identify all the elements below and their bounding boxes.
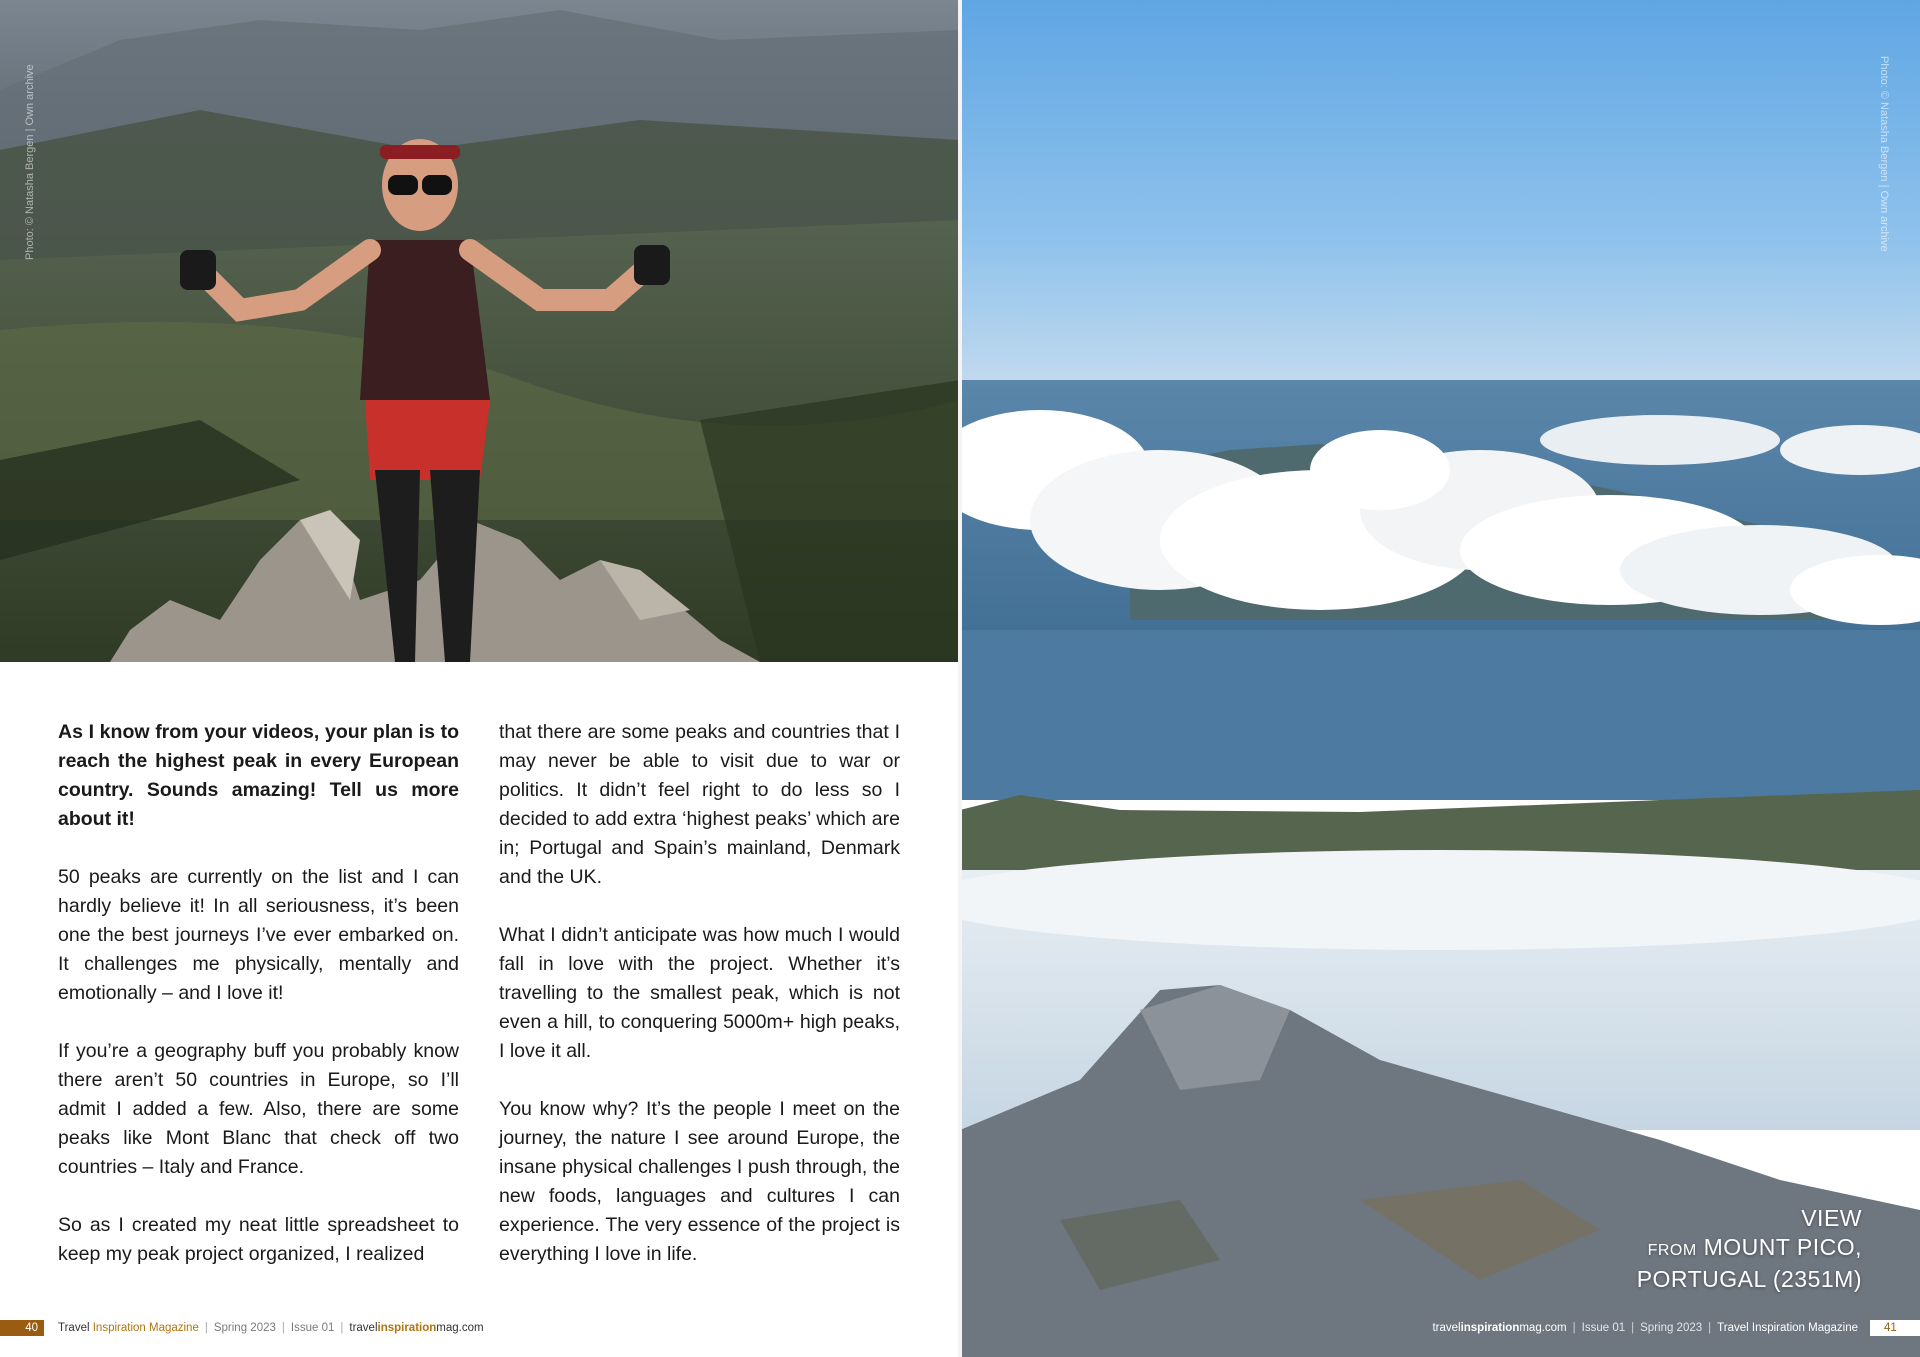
footer-issue-right: Issue 01 [1581,1322,1626,1334]
footer-issue-date-right: Spring 2023 [1640,1322,1703,1334]
answer-paragraph: So as I created my neat little spreadsheet to keep my peak project organized, I realized [58,1214,459,1265]
page-number-left: 40 [0,1320,44,1336]
footer-magazine-name-right: Travel Inspiration Magazine [1717,1322,1858,1334]
answer-paragraph: What I didn’t anticipate was how much I would fall in love with the project. Whether it’s travelling to the smallest peak, which is not even a hill, to conquering 5000m+ high peaks, I love it all. [499,924,900,1062]
climber-photo-illustration [0,0,960,662]
page-number-right: 41 [1870,1320,1920,1336]
caption-line-3: PORTUGAL (2351M) [1636,1266,1862,1292]
answer-paragraph: that there are some peaks and countries that I may never be able to visit due to war or politics. It didn’t feel right to do less so I decided to add extra ‘highest peaks’ which are in; Portugal and Spain’s mainland, Denmark and the UK. [499,721,900,888]
footer-right: travelinspirationmag.com | Issue 01 | Spring 2023 | Travel Inspiration Magazine 41 [1432,1319,1920,1337]
footer-issue-date: Spring 2023 [213,1322,276,1334]
footer-website[interactable]: travelinspirationmag.com [349,1322,484,1334]
caption-line-2: FROM MOUNT PICO, [1647,1234,1862,1260]
photo-caption [1482,1204,1862,1294]
page-gutter [958,0,962,1357]
interview-article [58,718,900,1298]
article-column-1 [58,718,459,1298]
footer-website-right[interactable]: travelinspirationmag.com [1432,1322,1567,1334]
photo-credit-left: Photo: © Natasha Bergen | Own archive [24,64,36,260]
mount-pico-view-photo [960,0,1920,1357]
photo-credit-right: Photo: © Natasha Bergen | Own archive [1878,56,1890,252]
footer-issue: Issue 01 [290,1322,335,1334]
interview-question: As I know from your videos, your plan is to reach the highest peak in every European country. Sounds amazing! Tell us more about it! [58,721,459,830]
climber-photo [0,0,960,662]
footer-left: 40 Travel Inspiration Magazine | Spring 2023 | Issue 01 | travelinspirationmag.com [0,1319,960,1337]
answer-paragraph: You know why? It’s the people I meet on the journey, the nature I see around Europe, the insane physical challenges I push through, the new foods, languages and cultures I can experience. The very essence of the project is everything I love in life. [499,1098,900,1265]
article-column-2 [499,718,900,1298]
answer-paragraph: If you’re a geography buff you probably know there aren’t 50 countries in Europe, so I’ll admit I added a few. Also, there are some peaks like Mont Blanc that check off two countries – Italy and France. [58,1040,459,1178]
footer-magazine-name-a: Travel [58,1322,90,1334]
answer-paragraph: 50 peaks are currently on the list and I can hardly believe it! In all seriousness, it’s been one the best journeys I’ve ever embarked on. It challenges me physically, mentally and emotionally – and I love it! [58,866,459,1004]
caption-line-1: VIEW [1801,1205,1862,1231]
right-page [960,0,1920,1357]
footer-magazine-name-b: Inspiration Magazine [92,1322,199,1334]
